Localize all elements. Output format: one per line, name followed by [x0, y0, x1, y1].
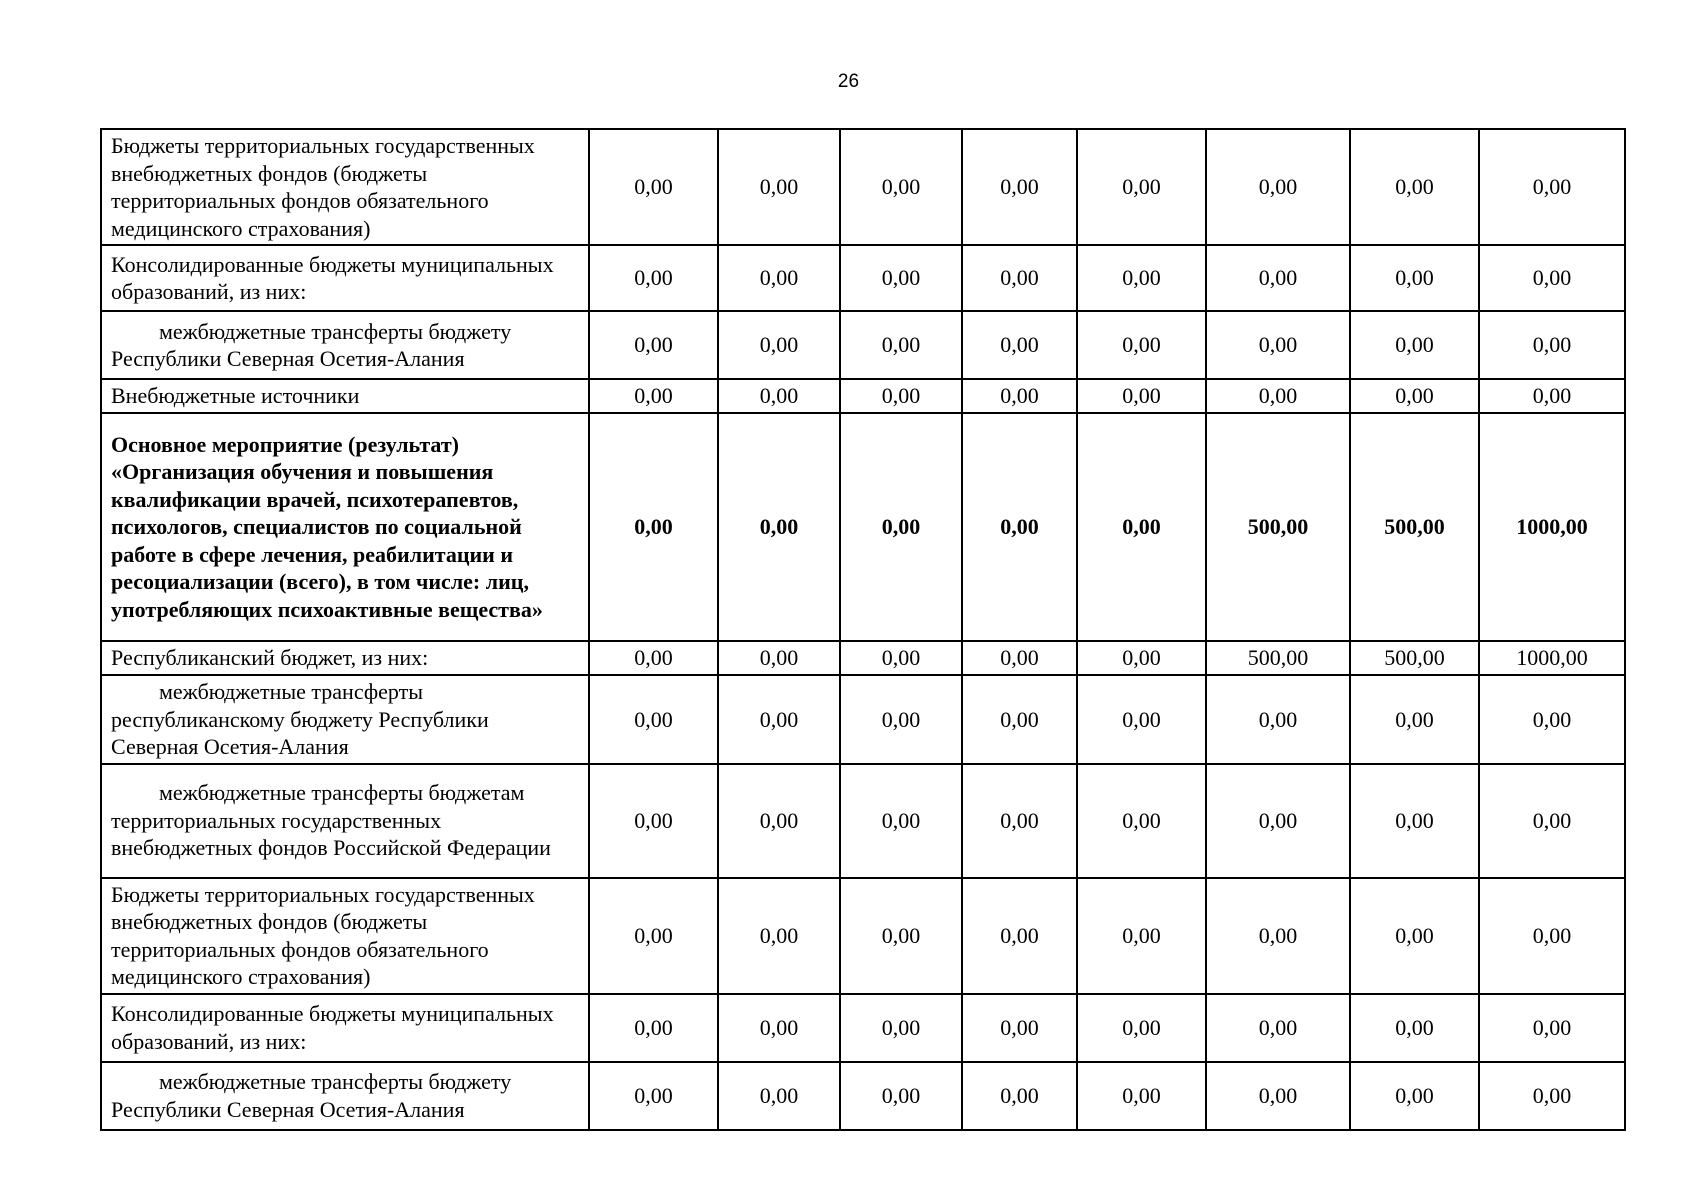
- value-cell: 0,00: [589, 379, 718, 413]
- table-row: [101, 1062, 1625, 1130]
- value-cell: 0,00: [1077, 311, 1206, 379]
- value-cell: 0,00: [962, 311, 1077, 379]
- value-cell: 0,00: [1077, 413, 1206, 641]
- table-row: [101, 764, 1625, 878]
- value-cell: 0,00: [840, 129, 962, 245]
- value-cell: 0,00: [1350, 994, 1479, 1062]
- value-cell: 0,00: [1479, 1062, 1625, 1130]
- value-cell: 500,00: [1206, 641, 1350, 675]
- value-cell: 0,00: [1206, 245, 1350, 311]
- value-cell: 0,00: [718, 245, 840, 311]
- row-label-cell: [101, 413, 589, 641]
- table-row: [101, 245, 1625, 311]
- value-cell: 0,00: [1479, 129, 1625, 245]
- value-cell: 0,00: [1350, 764, 1479, 878]
- value-cell: 0,00: [840, 878, 962, 994]
- row-label: межбюджетные трансферты бюджету Республики Северная Осетия-Алания: [111, 1069, 512, 1122]
- table-row: [101, 994, 1625, 1062]
- table-row: [101, 379, 1625, 413]
- value-cell: 0,00: [1479, 311, 1625, 379]
- value-cell: 0,00: [1077, 675, 1206, 764]
- value-cell: 0,00: [718, 878, 840, 994]
- value-cell: 0,00: [1479, 764, 1625, 878]
- value-cell: 0,00: [1479, 878, 1625, 994]
- row-label-cell: [101, 764, 589, 878]
- row-label-cell: [101, 245, 589, 311]
- value-cell: 0,00: [962, 878, 1077, 994]
- value-cell: 0,00: [1350, 379, 1479, 413]
- value-cell: 0,00: [1077, 994, 1206, 1062]
- value-cell: 0,00: [718, 994, 840, 1062]
- table-row: [101, 129, 1625, 245]
- value-cell: 0,00: [1206, 764, 1350, 878]
- value-cell: 0,00: [589, 1062, 718, 1130]
- value-cell: 0,00: [840, 641, 962, 675]
- value-cell: 0,00: [1479, 994, 1625, 1062]
- value-cell: 0,00: [1350, 878, 1479, 994]
- value-cell: 0,00: [840, 245, 962, 311]
- row-label-cell: [101, 641, 589, 675]
- value-cell: 0,00: [962, 641, 1077, 675]
- table-row: [101, 641, 1625, 675]
- row-label-cell: [101, 878, 589, 994]
- value-cell: 0,00: [589, 994, 718, 1062]
- row-label-cell: [101, 379, 589, 413]
- value-cell: 500,00: [1350, 641, 1479, 675]
- value-cell: 0,00: [718, 1062, 840, 1130]
- value-cell: 0,00: [840, 1062, 962, 1130]
- value-cell: 0,00: [589, 413, 718, 641]
- value-cell: 0,00: [718, 129, 840, 245]
- value-cell: 0,00: [1206, 379, 1350, 413]
- value-cell: 0,00: [1206, 1062, 1350, 1130]
- value-cell: 0,00: [962, 379, 1077, 413]
- row-label: Бюджеты территориальных государственных внебюджетных фондов (бюджеты территориальных фондов обязательного медицинского страхования): [111, 881, 535, 989]
- value-cell: 0,00: [1350, 675, 1479, 764]
- budget-table-body: [101, 129, 1625, 1130]
- row-label: межбюджетные трансферты бюджету Республики Северная Осетия-Алания: [111, 318, 512, 371]
- value-cell: 0,00: [962, 994, 1077, 1062]
- row-label-cell: [101, 311, 589, 379]
- row-label-cell: [101, 1062, 589, 1130]
- value-cell: 0,00: [1077, 1062, 1206, 1130]
- value-cell: 0,00: [718, 413, 840, 641]
- value-cell: 0,00: [718, 675, 840, 764]
- value-cell: 0,00: [589, 245, 718, 311]
- value-cell: 0,00: [840, 994, 962, 1062]
- value-cell: 0,00: [840, 379, 962, 413]
- value-cell: 0,00: [1077, 764, 1206, 878]
- value-cell: 0,00: [1350, 129, 1479, 245]
- value-cell: 0,00: [962, 129, 1077, 245]
- value-cell: 0,00: [718, 764, 840, 878]
- value-cell: 0,00: [718, 379, 840, 413]
- value-cell: 0,00: [1077, 641, 1206, 675]
- table-row: [101, 413, 1625, 641]
- row-label: межбюджетные трансферты бюджетам территориальных государственных внебюджетных фондов Российской Федерации: [111, 780, 551, 861]
- value-cell: 500,00: [1206, 413, 1350, 641]
- value-cell: 0,00: [718, 641, 840, 675]
- row-label: межбюджетные трансферты республиканскому бюджету Республики Северная Осетия-Алания: [111, 679, 489, 759]
- value-cell: 0,00: [589, 129, 718, 245]
- row-label: Бюджеты территориальных государственных внебюджетных фондов (бюджеты территориальных фондов обязательного медицинского страхования): [111, 133, 535, 241]
- value-cell: 0,00: [1350, 1062, 1479, 1130]
- value-cell: 0,00: [962, 764, 1077, 878]
- value-cell: 0,00: [1206, 878, 1350, 994]
- row-label: Консолидированные бюджеты муниципальных образований, из них:: [111, 251, 554, 304]
- budget-table: [100, 128, 1626, 1131]
- value-cell: 0,00: [840, 764, 962, 878]
- table-row: [101, 675, 1625, 764]
- row-label-cell: [101, 129, 589, 245]
- value-cell: 0,00: [1206, 311, 1350, 379]
- row-label: Внебюджетные источники: [111, 383, 360, 409]
- value-cell: 0,00: [840, 675, 962, 764]
- value-cell: 0,00: [1077, 379, 1206, 413]
- value-cell: 0,00: [718, 311, 840, 379]
- value-cell: 0,00: [1479, 379, 1625, 413]
- value-cell: 0,00: [589, 641, 718, 675]
- table-row: [101, 311, 1625, 379]
- row-label: Основное мероприятие (результат) «Организация обучения и повышения квалификации врачей, психотерапевтов, психологов, специалистов по социальной работе в сфере лечения, реабилитации и ресоциализации (всего), в том числе: лиц, употребляющих психоактивные вещества»: [111, 431, 543, 622]
- value-cell: 0,00: [840, 311, 962, 379]
- value-cell: 0,00: [1350, 311, 1479, 379]
- value-cell: 0,00: [589, 764, 718, 878]
- value-cell: 0,00: [962, 1062, 1077, 1130]
- row-label: Консолидированные бюджеты муниципальных образований, из них:: [111, 1001, 554, 1054]
- value-cell: 0,00: [1077, 129, 1206, 245]
- value-cell: 0,00: [589, 311, 718, 379]
- row-label: Республиканский бюджет, из них:: [111, 645, 429, 671]
- value-cell: 0,00: [1077, 878, 1206, 994]
- value-cell: 0,00: [1206, 675, 1350, 764]
- value-cell: 0,00: [840, 413, 962, 641]
- value-cell: 0,00: [962, 413, 1077, 641]
- value-cell: 0,00: [1350, 245, 1479, 311]
- value-cell: 1000,00: [1479, 641, 1625, 675]
- value-cell: 0,00: [1479, 675, 1625, 764]
- value-cell: 0,00: [1077, 245, 1206, 311]
- value-cell: 0,00: [1206, 129, 1350, 245]
- row-label-cell: [101, 994, 589, 1062]
- value-cell: 0,00: [1479, 245, 1625, 311]
- value-cell: 0,00: [589, 878, 718, 994]
- row-label-cell: [101, 675, 589, 764]
- value-cell: 1000,00: [1479, 413, 1625, 641]
- value-cell: 500,00: [1350, 413, 1479, 641]
- table-row: [101, 878, 1625, 994]
- value-cell: 0,00: [589, 675, 718, 764]
- value-cell: 0,00: [962, 245, 1077, 311]
- page-number: 26: [837, 71, 860, 92]
- value-cell: 0,00: [962, 675, 1077, 764]
- value-cell: 0,00: [1206, 994, 1350, 1062]
